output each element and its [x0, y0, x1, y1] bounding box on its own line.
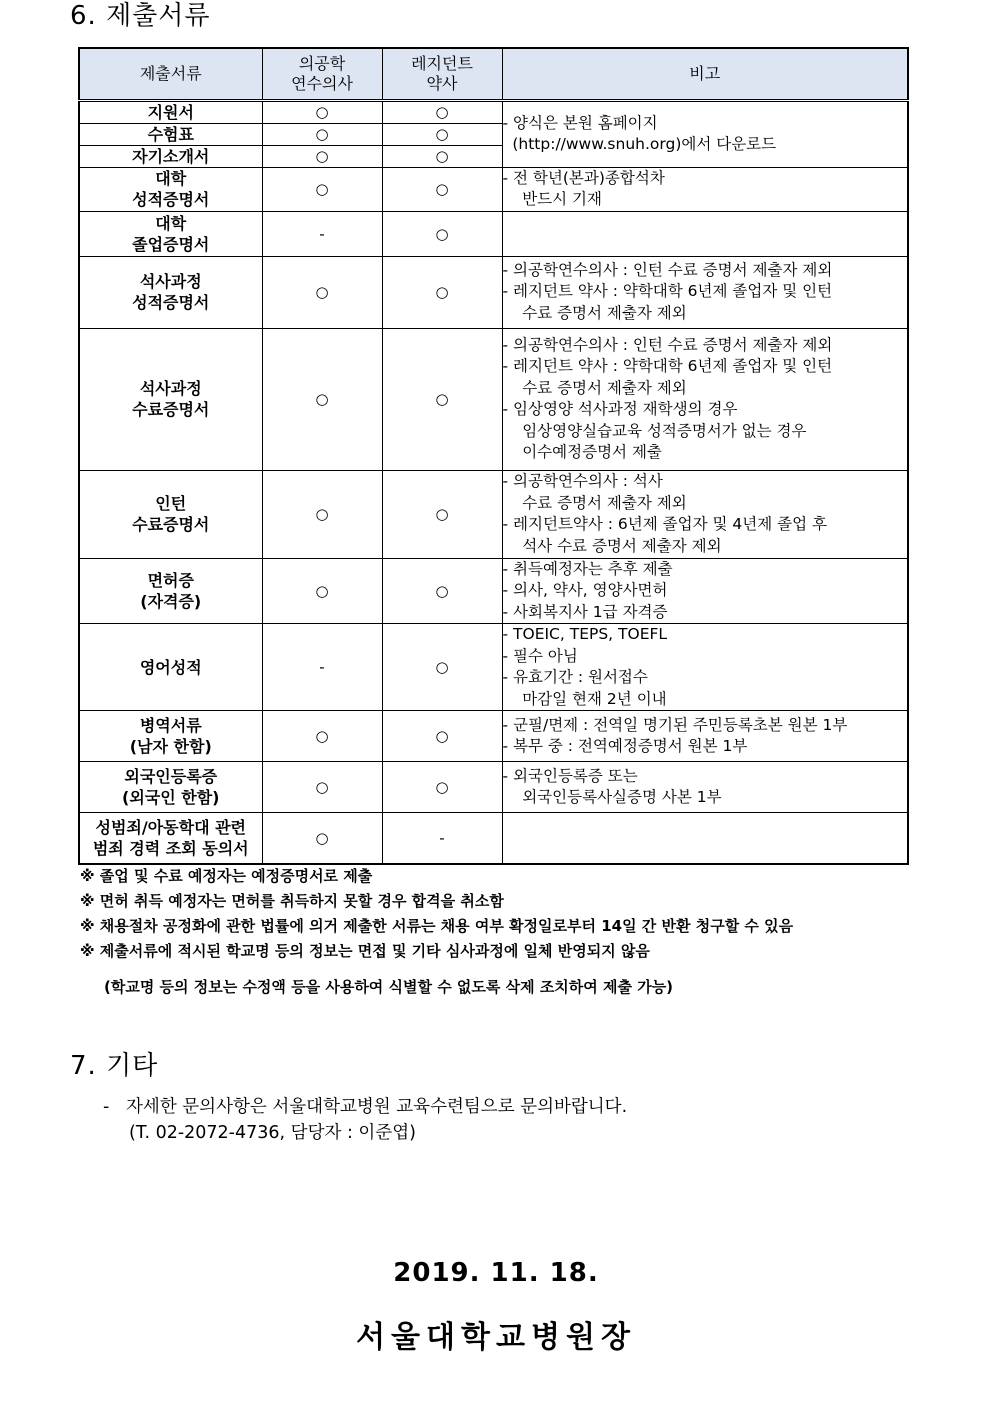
footnote: ※ 채용절차 공정화에 관한 법률에 의거 제출한 서류는 채용 여부 확정일로부터 14일 간 반환 청구할 수 있음 — [80, 917, 794, 935]
remark-line: - 임상영양 석사과정 재학생의 경우 — [502, 400, 738, 418]
footnote: ※ 졸업 및 수료 예정자는 예정증명서로 제출 — [80, 867, 373, 885]
remark-cell — [502, 624, 908, 711]
document-name: 수험표 — [79, 123, 262, 145]
biomed-trainee-mark: ○ — [262, 167, 382, 211]
remark-line: 외국인등록사실증명 사본 1부 — [502, 788, 722, 806]
resident-pharmacist-mark: ○ — [382, 123, 502, 145]
biomed-trainee-mark: ○ — [262, 470, 382, 558]
resident-pharmacist-mark: ○ — [382, 558, 502, 624]
biomed-trainee-mark: ○ — [262, 762, 382, 813]
resident-pharmacist-mark: ○ — [382, 145, 502, 167]
document-name: 인턴 수료증명서 — [79, 470, 262, 558]
resident-pharmacist-mark: ○ — [382, 328, 502, 470]
table-header-row — [79, 48, 908, 100]
remark-cell — [502, 558, 908, 624]
section-title-etc: 7. 기타 — [70, 1051, 159, 1081]
document-name: 성범죄/아동학대 관련 범죄 경력 조회 동의서 — [79, 813, 262, 864]
remark-line: 석사 수료 증명서 제출자 제외 — [502, 536, 722, 555]
footnote-note: (학교명 등의 정보는 수정액 등을 사용하여 식별할 수 없도록 삭제 조치하여 제출 가능) — [104, 978, 674, 996]
remark-cell — [502, 470, 908, 558]
remark-line: (http://www.snuh.org)에서 다운로드 — [502, 135, 777, 153]
header-remarks: 비고 — [502, 48, 908, 100]
remark-line: - 레지던트 약사 : 약학대학 6년제 졸업자 및 인턴 — [502, 282, 833, 301]
biomed-trainee-mark: ○ — [262, 145, 382, 167]
section-title-documents: 6. 제출서류 — [70, 1, 211, 31]
biomed-trainee-mark: ○ — [262, 100, 382, 123]
remark-line: - 취득예정자는 추후 제출 — [502, 559, 673, 578]
remark-cell — [502, 256, 908, 328]
biomed-trainee-mark: ○ — [262, 558, 382, 624]
biomed-trainee-mark: ○ — [262, 813, 382, 864]
resident-pharmacist-mark: ○ — [382, 711, 502, 762]
biomed-trainee-mark: - — [262, 211, 382, 256]
document-name: 석사과정 성적증명서 — [79, 256, 262, 328]
footnotes — [80, 864, 793, 964]
resident-pharmacist-mark: ○ — [382, 470, 502, 558]
table-row — [79, 470, 908, 558]
remark-cell — [502, 100, 908, 167]
table-row — [79, 167, 908, 211]
remark-line: - 의사, 약사, 영양사면허 — [502, 581, 668, 599]
table-row — [79, 558, 908, 624]
table-row — [79, 211, 908, 256]
resident-pharmacist-mark: ○ — [382, 167, 502, 211]
remark-line: - 유효기간 : 원서접수 — [502, 668, 648, 686]
resident-pharmacist-mark: - — [382, 813, 502, 864]
resident-pharmacist-mark: ○ — [382, 100, 502, 123]
document-name: 대학 성적증명서 — [79, 167, 262, 211]
header-document: 제출서류 — [79, 48, 262, 100]
resident-pharmacist-mark: ○ — [382, 211, 502, 256]
remark-cell — [502, 211, 908, 256]
remark-line: - 외국인등록증 또는 — [502, 766, 638, 785]
remark-line: 마감일 현재 2년 이내 — [502, 689, 667, 708]
remark-cell — [502, 711, 908, 762]
document-name: 외국인등록증 (외국인 한함) — [79, 762, 262, 813]
remark-line: 수료 증명서 제출자 제외 — [502, 493, 687, 512]
signature-org: 서울대학교병원장 — [356, 1320, 636, 1355]
table-row — [79, 813, 908, 864]
biomed-trainee-mark: ○ — [262, 123, 382, 145]
document-name: 지원서 — [79, 100, 262, 123]
remark-line: - 레지던트 약사 : 약학대학 6년제 졸업자 및 인턴 — [502, 357, 833, 375]
remark-line: - 전 학년(본과)종합석차 — [502, 168, 665, 187]
remark-cell — [502, 762, 908, 813]
remark-line: 임상영양실습교육 성적증명서가 없는 경우 — [502, 421, 807, 440]
document-name: 대학 졸업증명서 — [79, 211, 262, 256]
remark-cell — [502, 328, 908, 470]
remark-cell — [502, 167, 908, 211]
header-biomed-trainee: 의공학 연수의사 — [262, 48, 382, 100]
biomed-trainee-mark: ○ — [262, 256, 382, 328]
biomed-trainee-mark: ○ — [262, 328, 382, 470]
etc-content — [103, 1094, 627, 1146]
remark-line: - 군필/면제 : 전역일 명기된 주민등록초본 원본 1부 — [502, 715, 848, 734]
document-name: 석사과정 수료증명서 — [79, 328, 262, 470]
remark-line: - 복무 중 : 전역예정증명서 원본 1부 — [502, 737, 748, 755]
remark-line: - 레지던트약사 : 6년제 졸업자 및 4년제 졸업 후 — [502, 515, 827, 533]
document-name: 영어성적 — [79, 624, 262, 711]
remark-line: 수료 증명서 제출자 제외 — [502, 378, 687, 397]
remark-line: - 양식은 본원 홈페이지 — [502, 113, 658, 132]
table-row — [79, 711, 908, 762]
footnote: ※ 면허 취득 예정자는 면허를 취득하지 못할 경우 합격을 취소함 — [80, 892, 504, 910]
remark-line: - TOEIC, TEPS, TOEFL — [502, 625, 668, 643]
table-row — [79, 256, 908, 328]
remark-line: - 의공학연수의사 : 인턴 수료 증명서 제출자 제외 — [502, 260, 833, 279]
document-name: 면허증 (자격증) — [79, 558, 262, 624]
biomed-trainee-mark: ○ — [262, 711, 382, 762]
table-row — [79, 762, 908, 813]
document-name: 자기소개서 — [79, 145, 262, 167]
document-name: 병역서류 (남자 한함) — [79, 711, 262, 762]
etc-inquiry-line: - 자세한 문의사항은 서울대학교병원 교육수련팀으로 문의바랍니다. — [103, 1097, 628, 1117]
footnote: ※ 제출서류에 적시된 학교명 등의 정보는 면접 및 기타 심사과정에 일체 반영되지 않음 — [80, 942, 650, 960]
header-resident-pharmacist: 레지던트 약사 — [382, 48, 502, 100]
remark-line: - 의공학연수의사 : 인턴 수료 증명서 제출자 제외 — [502, 335, 833, 354]
table-row — [79, 328, 908, 470]
issue-date: 2019. 11. 18. — [393, 1258, 599, 1288]
table-row — [79, 624, 908, 711]
biomed-trainee-mark: - — [262, 624, 382, 711]
remark-line: 반드시 기재 — [502, 190, 603, 208]
resident-pharmacist-mark: ○ — [382, 624, 502, 711]
resident-pharmacist-mark: ○ — [382, 762, 502, 813]
remark-line: - 의공학연수의사 : 석사 — [502, 472, 663, 490]
etc-contact-line: (T. 02-2072-4736, 담당자 : 이준엽) — [129, 1123, 416, 1143]
remark-line: 이수예정증명서 제출 — [502, 443, 662, 461]
remark-cell — [502, 813, 908, 864]
remark-line: - 필수 아님 — [502, 646, 578, 665]
remark-line: 수료 증명서 제출자 제외 — [502, 303, 687, 322]
table-row — [79, 100, 908, 123]
documents-table — [78, 47, 909, 865]
remark-line: - 사회복지사 1급 자격증 — [502, 602, 668, 621]
resident-pharmacist-mark: ○ — [382, 256, 502, 328]
